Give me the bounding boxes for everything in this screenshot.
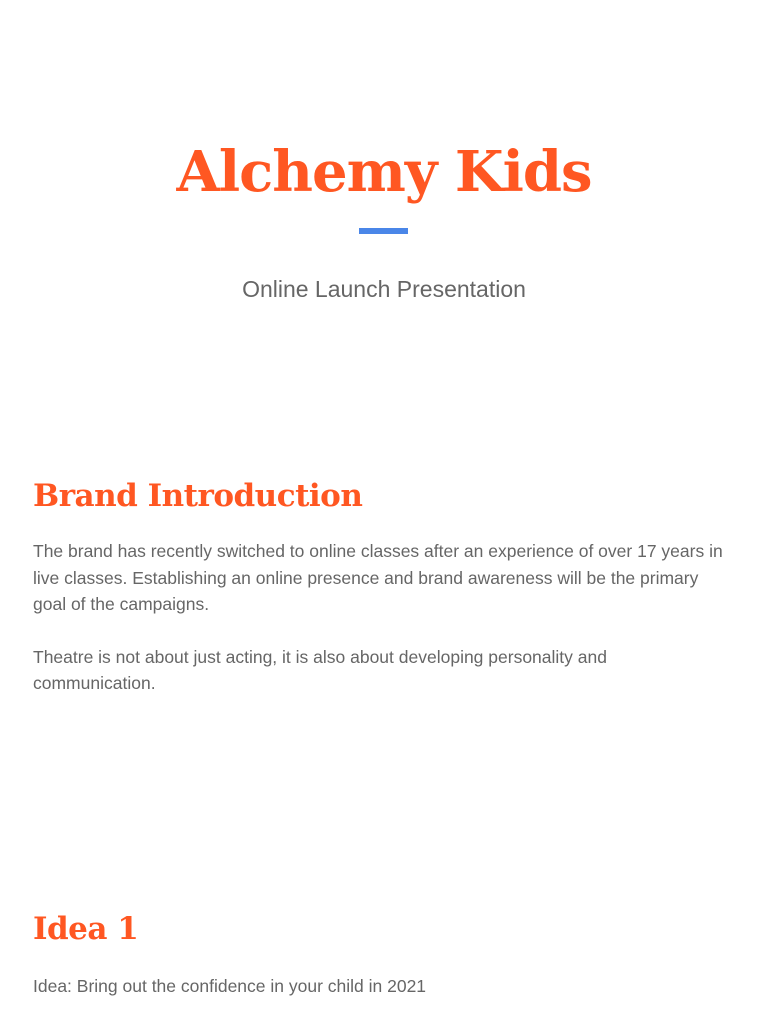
brand-introduction-slide: [33, 476, 733, 697]
presentation-subtitle: Online Launch Presentation: [242, 276, 526, 302]
idea-1-text: Idea: Bring out the confidence in your child in 2021: [33, 976, 427, 996]
brand-paragraph-1: The brand has recently switched to online classes after an experience of over 17 years in live classes. Establishing an online presence and brand awareness will be the primary goal of the campaigns.: [33, 541, 723, 614]
brand-paragraph-2: Theatre is not about just acting, it is also about developing personality and communication.: [33, 646, 607, 693]
idea-1-slide: [33, 909, 733, 1000]
title-slide: [0, 0, 768, 400]
title-accent-bar: [359, 228, 408, 234]
presentation-title: Alchemy Kids: [176, 139, 592, 205]
idea-1-heading: Idea 1: [33, 911, 139, 947]
brand-introduction-heading: Brand Introduction: [33, 478, 363, 514]
